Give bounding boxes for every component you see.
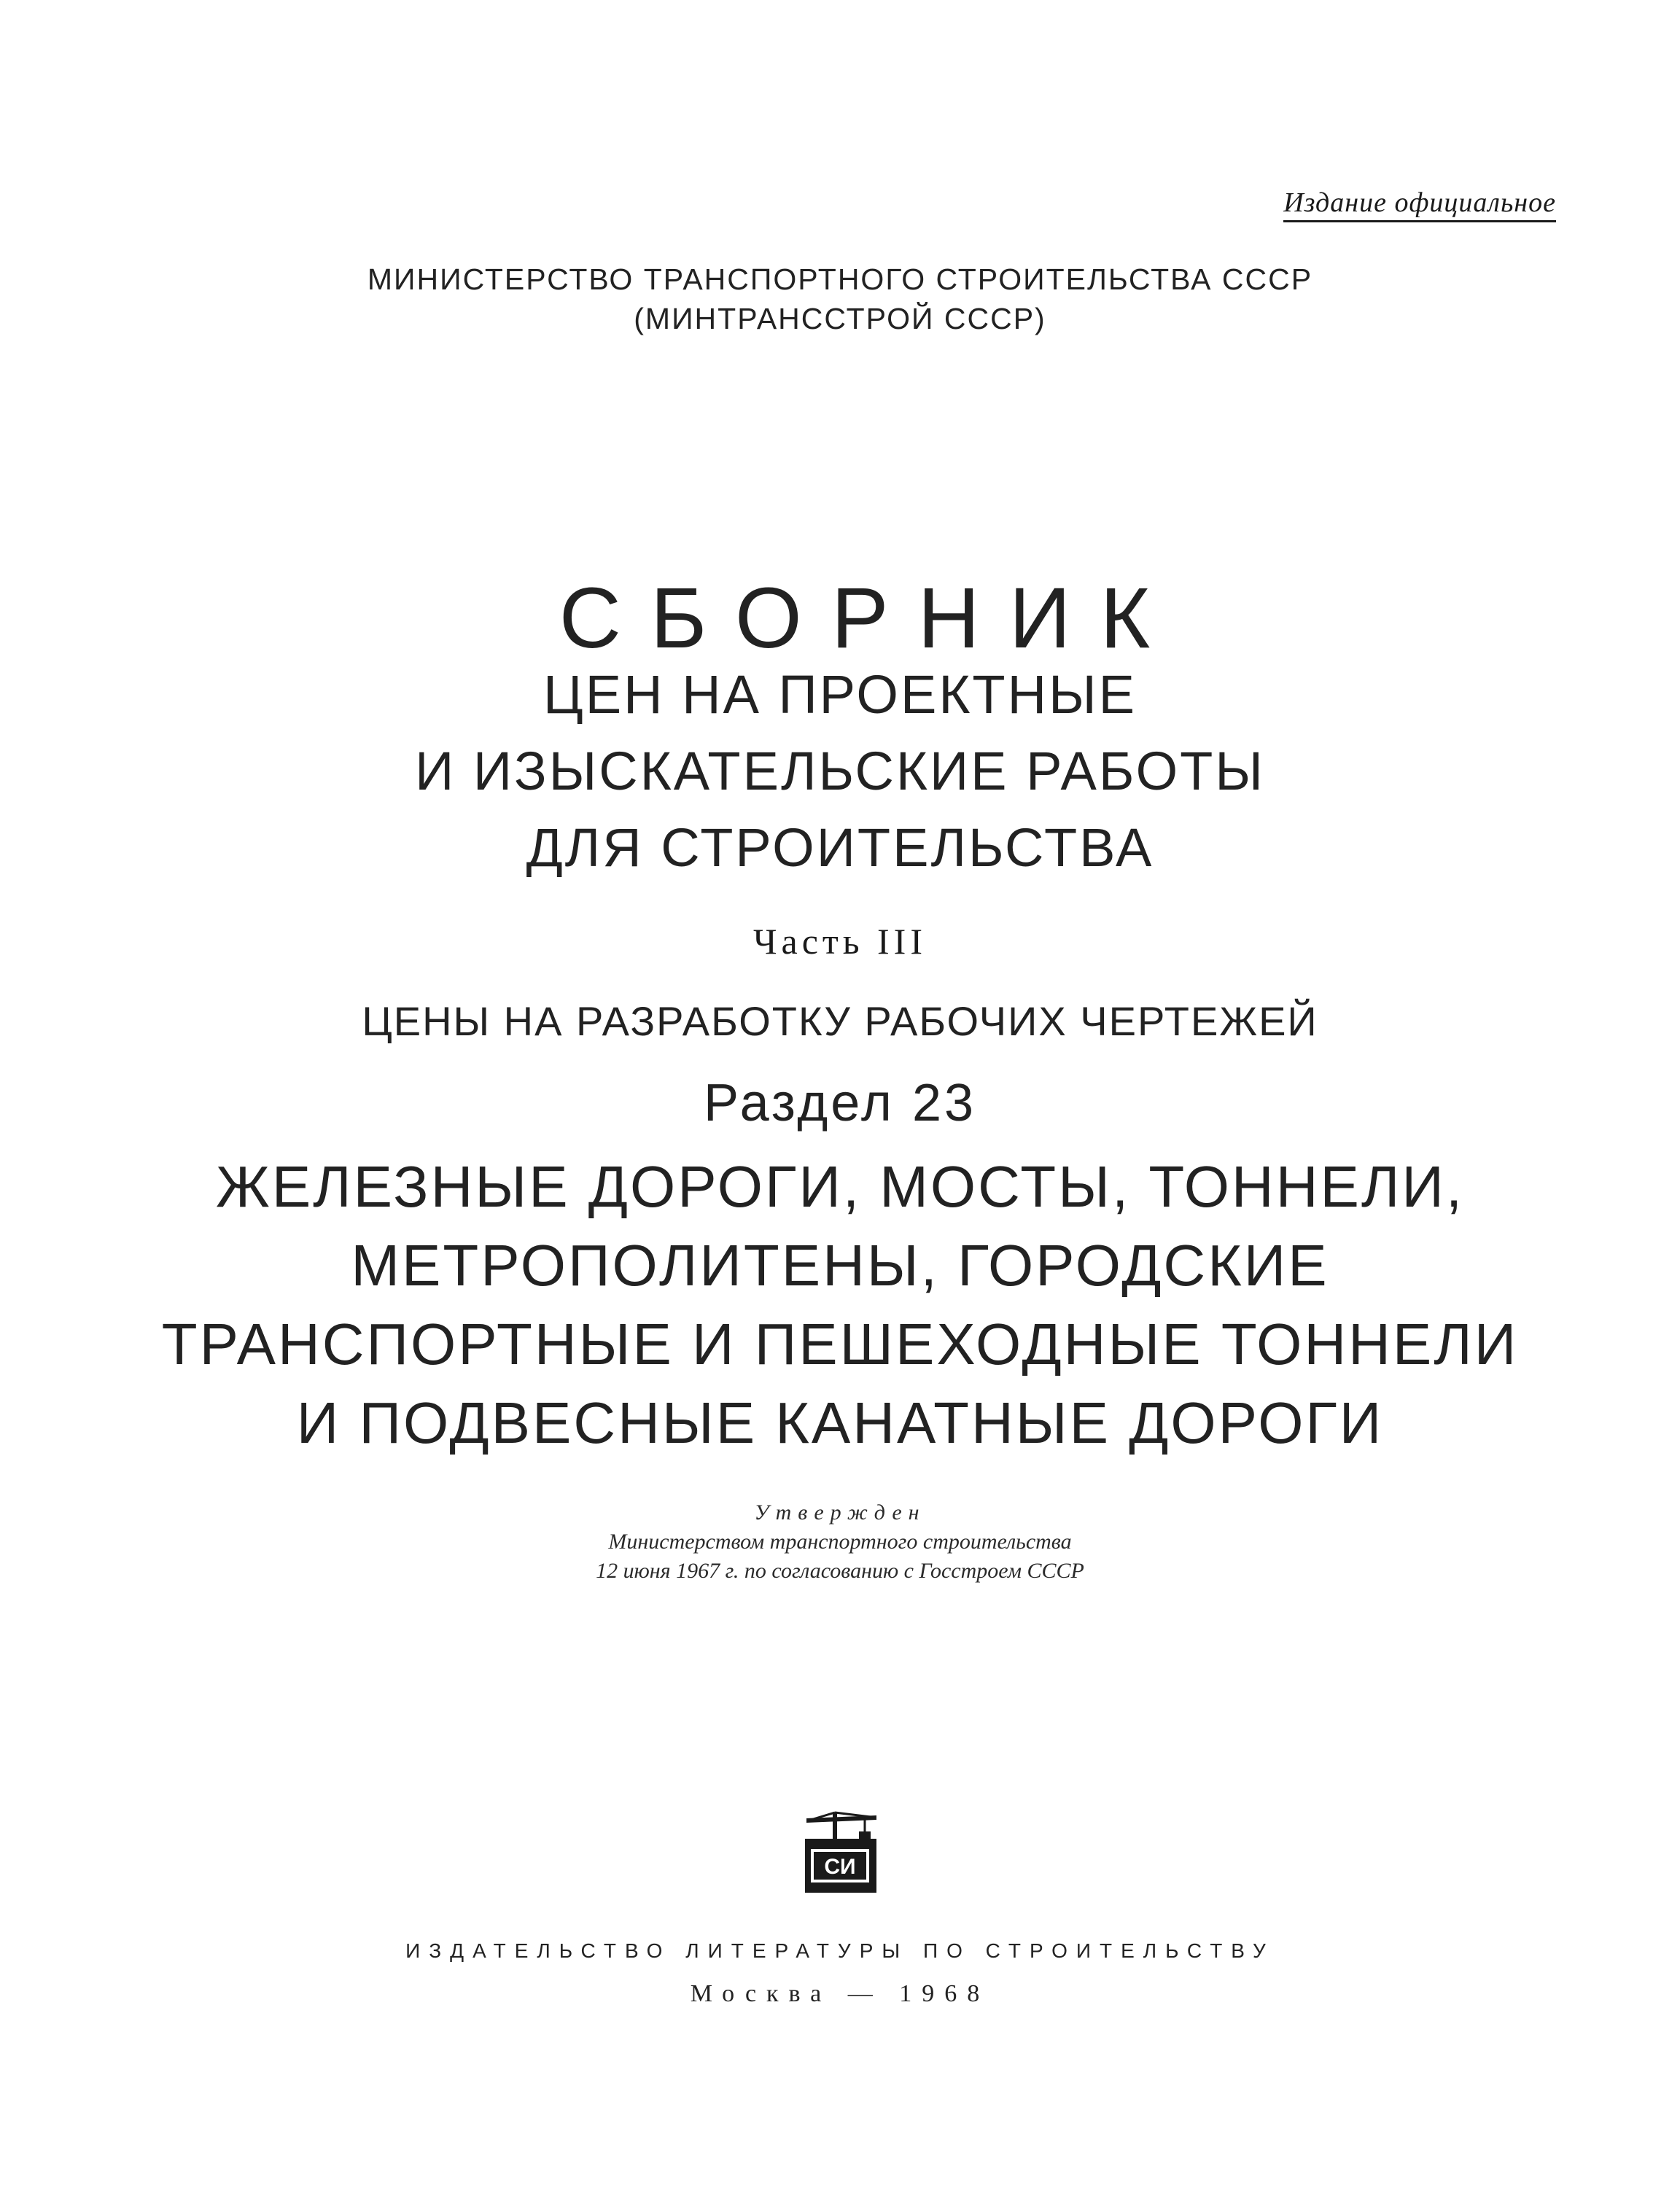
svg-text:СИ: СИ — [824, 1855, 856, 1879]
section-label: Раздел 23 — [703, 1074, 977, 1132]
publisher-name: ИЗДАТЕЛЬСТВО ЛИТЕРАТУРЫ ПО СТРОИТЕЛЬСТВУ — [405, 1939, 1275, 1962]
subtitle-line-1: ЦЕН НА ПРОЕКТНЫЕ — [543, 664, 1137, 725]
part-label: Часть III — [753, 921, 927, 962]
approval-heading: Утвержден — [754, 1500, 926, 1525]
subtitle-line-2: И ИЗЫСКАТЕЛЬСКИЕ РАБОТЫ — [415, 741, 1265, 801]
section-title-line-3: ТРАНСПОРТНЫЕ И ПЕШЕХОДНЫЕ ТОННЕЛИ — [161, 1312, 1519, 1377]
part-description: ЦЕНЫ НА РАЗРАБОТКУ РАБОЧИХ ЧЕРТЕЖЕЙ — [362, 998, 1318, 1044]
ministry-name: МИНИСТЕРСТВО ТРАНСПОРТНОГО СТРОИТЕЛЬСТВА СССР — [367, 262, 1313, 296]
approval-authority: Министерством транспортного строительства — [608, 1530, 1072, 1554]
section-title-line-4: И ПОДВЕСНЫЕ КАНАТНЫЕ ДОРОГИ — [296, 1390, 1384, 1455]
publication-city-year: Москва — 1968 — [690, 1980, 990, 2007]
subtitle-line-3: ДЛЯ СТРОИТЕЛЬСТВА — [526, 817, 1154, 878]
main-title: СБОРНИК — [559, 570, 1180, 666]
section-title-line-1: ЖЕЛЕЗНЫЕ ДОРОГИ, МОСТЫ, ТОННЕЛИ, — [215, 1154, 1465, 1219]
approval-date: 12 июня 1967 г. по согласованию с Госстроем СССР — [596, 1559, 1084, 1583]
ministry-abbreviation: (МИНТРАНССТРОЙ СССР) — [634, 302, 1046, 335]
official-edition-mark: Издание официальное — [1283, 187, 1556, 222]
publisher-logo-icon — [801, 1808, 881, 1896]
section-title-line-2: МЕТРОПОЛИТЕНЫ, ГОРОДСКИЕ — [351, 1233, 1329, 1298]
